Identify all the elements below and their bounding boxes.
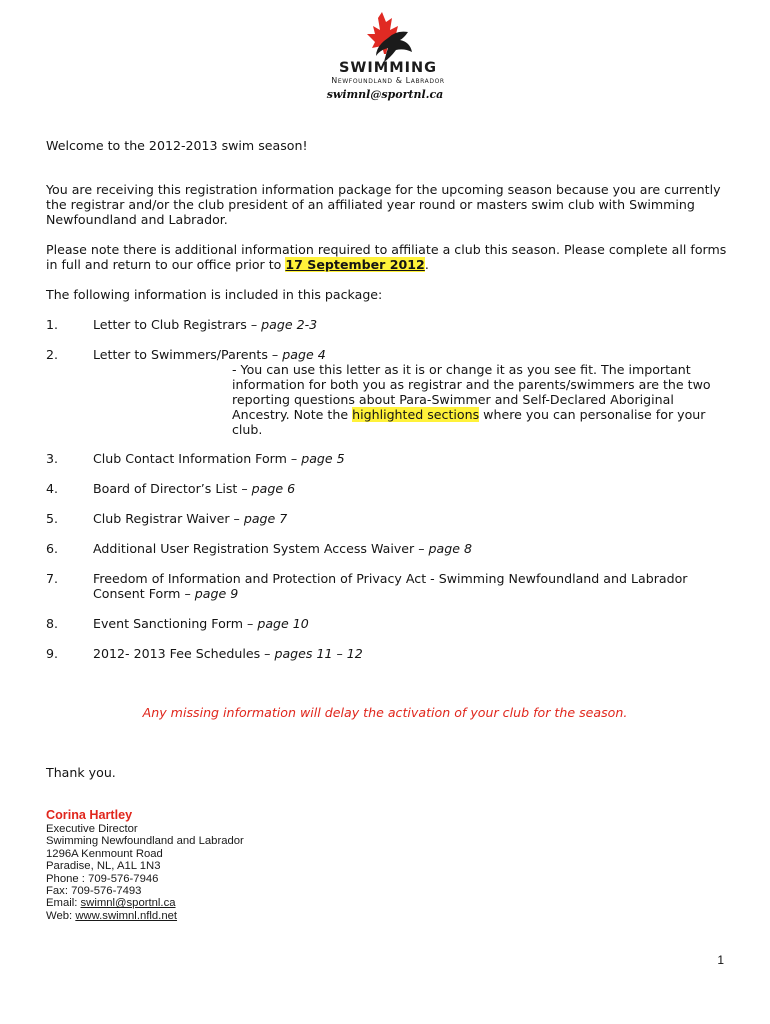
list-item-page: page 4 (282, 347, 326, 362)
page-number: 1 (717, 953, 724, 967)
item2-note-line: reporting questions about Para-Swimmer and Self-Declared Aboriginal (232, 392, 674, 407)
email-label: Email: (46, 897, 81, 910)
fax: Fax: 709-576-7493 (46, 885, 142, 898)
list-item (93, 317, 317, 332)
item2-note-line: - You can use this letter as it is or change it as you see fit. The important (232, 362, 691, 377)
item2-note-line: Ancestry. Note the (232, 407, 353, 422)
highlighted-sections: highlighted sections (352, 407, 480, 422)
list-item-page: page 2-3 (261, 317, 318, 332)
item-number: 6. (46, 541, 59, 556)
list-item (93, 571, 687, 601)
email-link[interactable]: swimnl@sportnl.ca (80, 897, 176, 910)
missing-info-warning: Any missing information will delay the activation of your club for the season. (142, 705, 628, 720)
list-item-page: page 10 (257, 616, 309, 631)
note-line: in full and return to our office prior to (46, 257, 286, 272)
list-item-text: Additional User Registration System Access Waiver – (93, 541, 429, 556)
note-period: . (424, 257, 429, 272)
deadline-date: 17 September 2012 (285, 257, 425, 272)
item-number: 2. (46, 347, 59, 362)
item2-note-line: information for both you as registrar and the parents/swimmers are the two (232, 377, 711, 392)
web-label: Web: (46, 909, 76, 922)
list-item-text: Freedom of Information and Protection of Privacy Act - Swimming Newfoundland and Labrador (93, 571, 688, 586)
intro-line: the registrar and/or the club president of an affiliated year round or masters swim club with Swimming (46, 197, 695, 212)
item-number: 8. (46, 616, 59, 631)
list-item-text: Event Sanctioning Form – (93, 616, 258, 631)
logo-title: SWIMMING (338, 60, 438, 76)
item-number: 3. (46, 451, 59, 466)
signatory-org: Swimming Newfoundland and Labrador (46, 835, 244, 848)
list-item-text: Letter to Swimmers/Parents – (93, 347, 283, 362)
item-number: 9. (46, 646, 59, 661)
list-item (93, 451, 345, 466)
list-item-page: page 8 (428, 541, 472, 556)
item-number: 5. (46, 511, 59, 526)
list-item (93, 541, 472, 556)
included-heading: The following information is included in this package: (46, 287, 383, 302)
thank-you: Thank you. (46, 765, 116, 780)
signatory-title: Executive Director (46, 823, 138, 835)
list-item-text: Club Contact Information Form – (93, 451, 302, 466)
note-line: Please note there is additional information required to affiliate a club this season. Please complete all forms (46, 242, 727, 257)
address-line-2: Paradise, NL, A1L 1N3 (46, 860, 161, 873)
list-item (93, 511, 287, 526)
list-item-page: page 9 (194, 586, 239, 601)
item2-note-line: club. (232, 422, 263, 437)
intro-line: Newfoundland and Labrador. (46, 212, 228, 227)
list-item-text: 2012- 2013 Fee Schedules – (93, 646, 275, 661)
logo-subtitle: Newfoundland & Labrador (331, 76, 445, 85)
greeting: Welcome to the 2012-2013 swim season! (46, 138, 308, 153)
intro-line: You are receiving this registration information package for the upcoming season because you are currently (46, 182, 721, 197)
note-paragraph (46, 242, 726, 272)
signatory-name: Corina Hartley (46, 808, 133, 822)
swimming-nl-logo (300, 8, 470, 84)
list-item-page: page 7 (243, 511, 288, 526)
list-item (93, 616, 309, 631)
signature-block (46, 823, 244, 922)
item2-note-line: where you can personalise for your (479, 407, 706, 422)
list-item-text: Consent Form – (93, 586, 195, 601)
item2-note (232, 362, 732, 437)
list-item-text: Club Registrar Waiver – (93, 511, 244, 526)
list-item-page: page 5 (301, 451, 345, 466)
item-number: 4. (46, 481, 59, 496)
header-email[interactable]: swimnl@sportnl.ca (326, 88, 444, 101)
list-item-page: page 6 (251, 481, 296, 496)
list-item (93, 481, 295, 496)
list-item (93, 646, 363, 661)
list-item-text: Board of Director’s List – (93, 481, 252, 496)
address-line-1: 1296A Kenmount Road (46, 847, 163, 860)
item-number: 7. (46, 571, 59, 586)
list-item-page: pages 11 – 12 (274, 646, 363, 661)
phone: Phone : 709-576-7946 (46, 872, 159, 885)
list-item (93, 347, 326, 362)
item-number: 1. (46, 317, 59, 332)
web-link[interactable]: www.swimnl.nfld.net (75, 909, 178, 922)
list-item-text: Letter to Club Registrars – (93, 317, 262, 332)
intro-paragraph (46, 182, 721, 227)
